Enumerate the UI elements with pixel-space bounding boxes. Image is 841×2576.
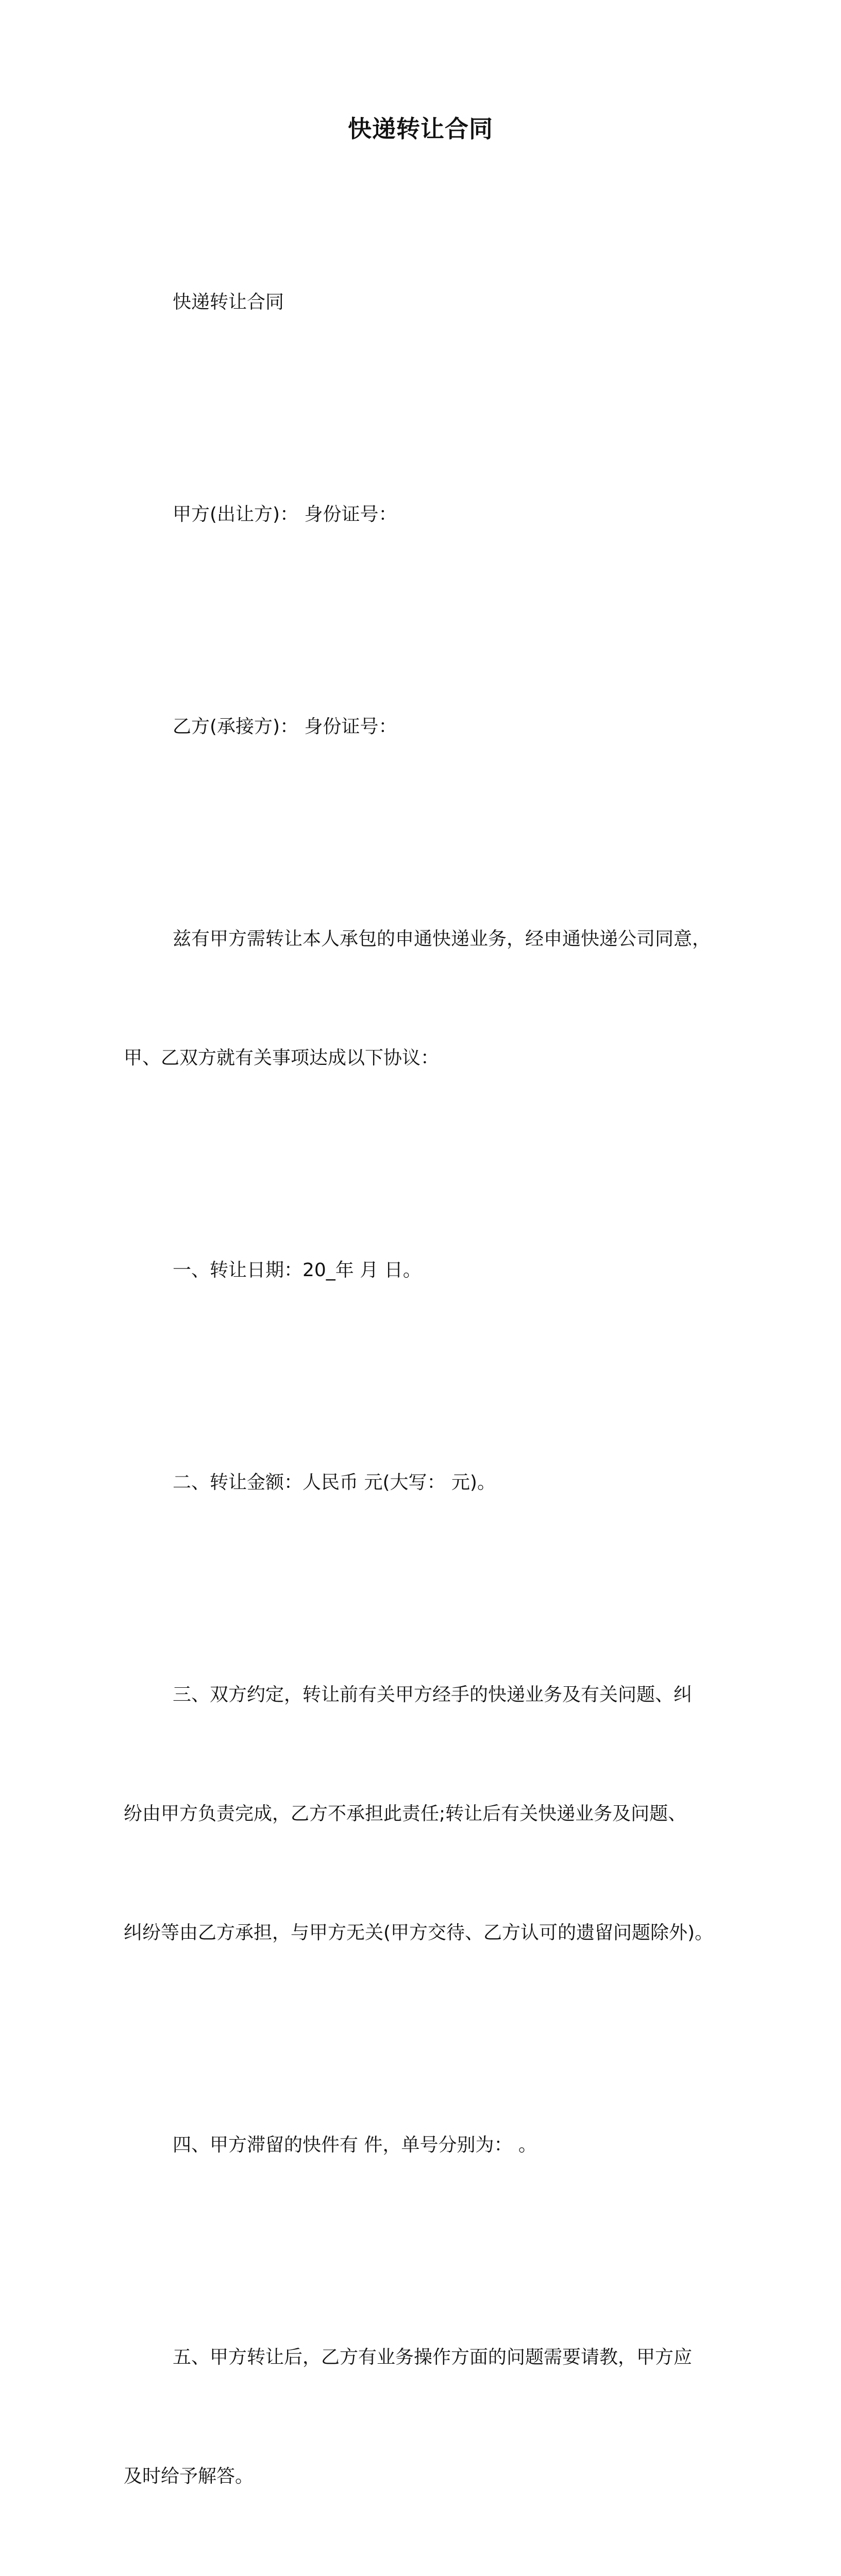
paragraph-line: 二、转让金额：人民币 元(大写： 元)。 (173, 1472, 496, 1493)
paragraph-line: 三、双方约定，转让前有关甲方经手的快递业务及有关问题、纠 (173, 1684, 693, 1705)
clause-5-consultation (124, 2258, 721, 2575)
paragraph-line: 乙方(承接方)： 身份证号： (173, 716, 397, 737)
document-title: 快递转让合同 (348, 115, 493, 143)
paragraph-line: 甲、乙双方就有关事项达成以下协议： (124, 1047, 440, 1069)
paragraph-line: 纷由甲方负责完成，乙方不承担此责任;转让后有关快递业务及问题、 (124, 1803, 687, 1824)
paragraph-line: 纠纷等由乙方承担，与甲方无关(甲方交待、乙方认可的遗留问题除外)。 (124, 1922, 714, 1943)
paragraph-line: 一、转让日期：20_年 月 日。 (173, 1260, 422, 1281)
paragraph-party-b (124, 628, 721, 826)
paragraph-line: 甲方(出让方)： 身份证号： (173, 504, 397, 525)
paragraph-line: 兹有甲方需转让本人承包的申通快递业务，经申通快递公司同意， (173, 928, 711, 950)
document-body (124, 203, 721, 2576)
clause-3-responsibility (124, 1596, 721, 2032)
clause-4-pending-parcels (124, 2046, 721, 2244)
paragraph-line: 五、甲方转让后，乙方有业务操作方面的问题需要请教，甲方应 (173, 2347, 693, 2368)
paragraph-line: 快递转让合同 (173, 292, 284, 313)
clause-2-transfer-amount (124, 1383, 721, 1582)
paragraph-subtitle (124, 203, 721, 401)
paragraph-line: 四、甲方滞留的快件有 件，单号分别为： 。 (173, 2134, 537, 2156)
clause-1-transfer-date (124, 1171, 721, 1369)
paragraph-party-a (124, 415, 721, 614)
paragraph-preamble (124, 840, 721, 1157)
paragraph-line: 及时给予解答。 (124, 2466, 254, 2487)
